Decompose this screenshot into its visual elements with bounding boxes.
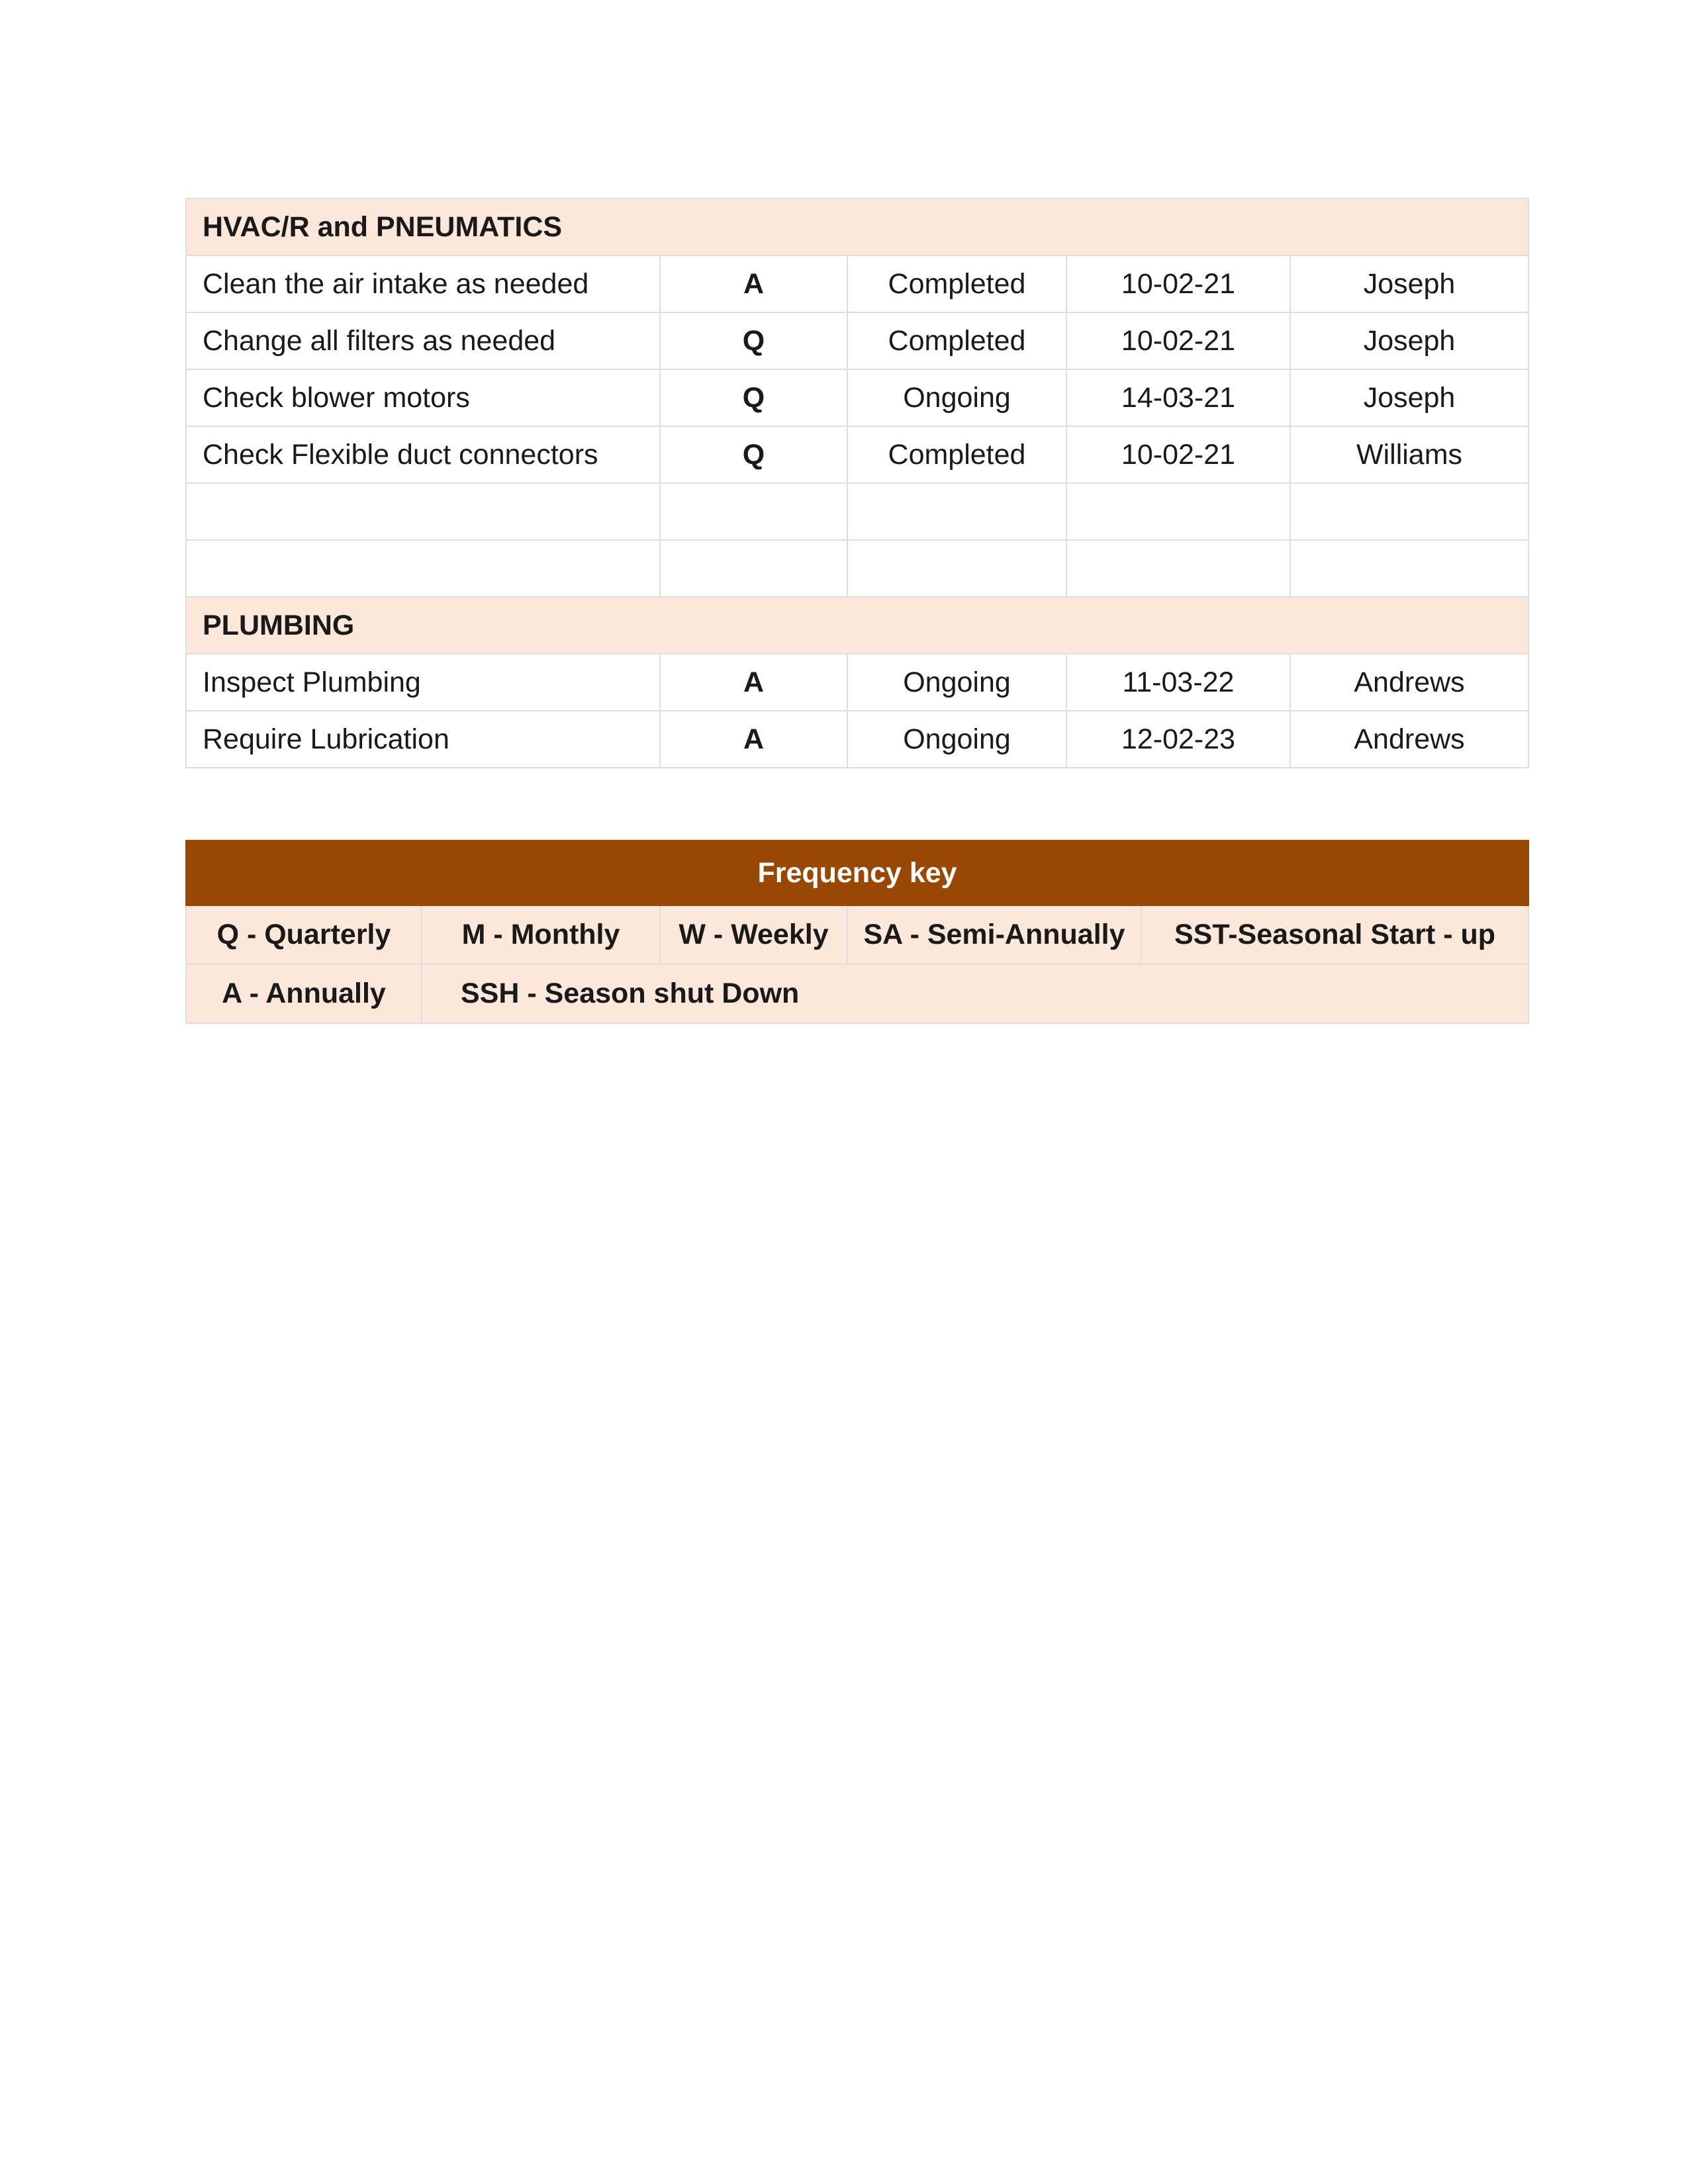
table-row-empty	[186, 540, 1528, 597]
table-row	[186, 369, 1528, 426]
frequency-cell: A	[660, 711, 847, 768]
person-cell: Joseph	[1290, 255, 1528, 312]
date-cell: 10-02-21	[1066, 426, 1290, 483]
task-cell: Check blower motors	[186, 369, 660, 426]
status-cell: Ongoing	[847, 654, 1066, 711]
frequency-cell	[660, 540, 847, 597]
status-cell: Completed	[847, 255, 1066, 312]
section-title: PLUMBING	[186, 597, 1528, 654]
task-cell: Require Lubrication	[186, 711, 660, 768]
date-cell: 11-03-22	[1066, 654, 1290, 711]
frequency-cell: A	[660, 255, 847, 312]
frequency-key-item: SA - Semi-Annually	[847, 905, 1141, 964]
frequency-key-item: SST-Seasonal Start - up	[1141, 905, 1528, 964]
frequency-key-item: Q - Quarterly	[186, 905, 422, 964]
frequency-key-row	[186, 905, 1528, 964]
frequency-cell: Q	[660, 426, 847, 483]
frequency-key-item: M - Monthly	[422, 905, 660, 964]
frequency-key-item: A - Annually	[186, 964, 422, 1023]
frequency-key-table	[185, 840, 1529, 1024]
task-cell: Check Flexible duct connectors	[186, 426, 660, 483]
section-header-hvac	[186, 199, 1528, 255]
date-cell	[1066, 483, 1290, 540]
date-cell: 14-03-21	[1066, 369, 1290, 426]
frequency-cell	[660, 483, 847, 540]
status-cell	[847, 540, 1066, 597]
frequency-key-item: W - Weekly	[660, 905, 847, 964]
date-cell: 10-02-21	[1066, 312, 1290, 369]
frequency-cell: Q	[660, 369, 847, 426]
person-cell: Andrews	[1290, 654, 1528, 711]
table-row-empty	[186, 483, 1528, 540]
date-cell	[1066, 540, 1290, 597]
person-cell: Joseph	[1290, 369, 1528, 426]
status-cell	[847, 483, 1066, 540]
status-cell: Ongoing	[847, 369, 1066, 426]
task-cell: Clean the air intake as needed	[186, 255, 660, 312]
section-header-plumbing	[186, 597, 1528, 654]
maintenance-table	[185, 198, 1529, 768]
date-cell: 10-02-21	[1066, 255, 1290, 312]
status-cell: Completed	[847, 312, 1066, 369]
status-cell: Ongoing	[847, 711, 1066, 768]
table-row	[186, 255, 1528, 312]
frequency-key-title: Frequency key	[186, 841, 1528, 905]
person-cell: Andrews	[1290, 711, 1528, 768]
table-row	[186, 312, 1528, 369]
person-cell: Joseph	[1290, 312, 1528, 369]
frequency-cell: Q	[660, 312, 847, 369]
person-cell	[1290, 483, 1528, 540]
task-cell: Inspect Plumbing	[186, 654, 660, 711]
table-row	[186, 654, 1528, 711]
table-row	[186, 426, 1528, 483]
frequency-cell: A	[660, 654, 847, 711]
frequency-key-item: SSH - Season shut Down	[422, 964, 1528, 1023]
status-cell: Completed	[847, 426, 1066, 483]
date-cell: 12-02-23	[1066, 711, 1290, 768]
frequency-key-row	[186, 964, 1528, 1023]
task-cell: Change all filters as needed	[186, 312, 660, 369]
person-cell: Williams	[1290, 426, 1528, 483]
frequency-key-header	[186, 841, 1528, 905]
section-title: HVAC/R and PNEUMATICS	[186, 199, 1528, 255]
task-cell	[186, 483, 660, 540]
task-cell	[186, 540, 660, 597]
table-row	[186, 711, 1528, 768]
person-cell	[1290, 540, 1528, 597]
